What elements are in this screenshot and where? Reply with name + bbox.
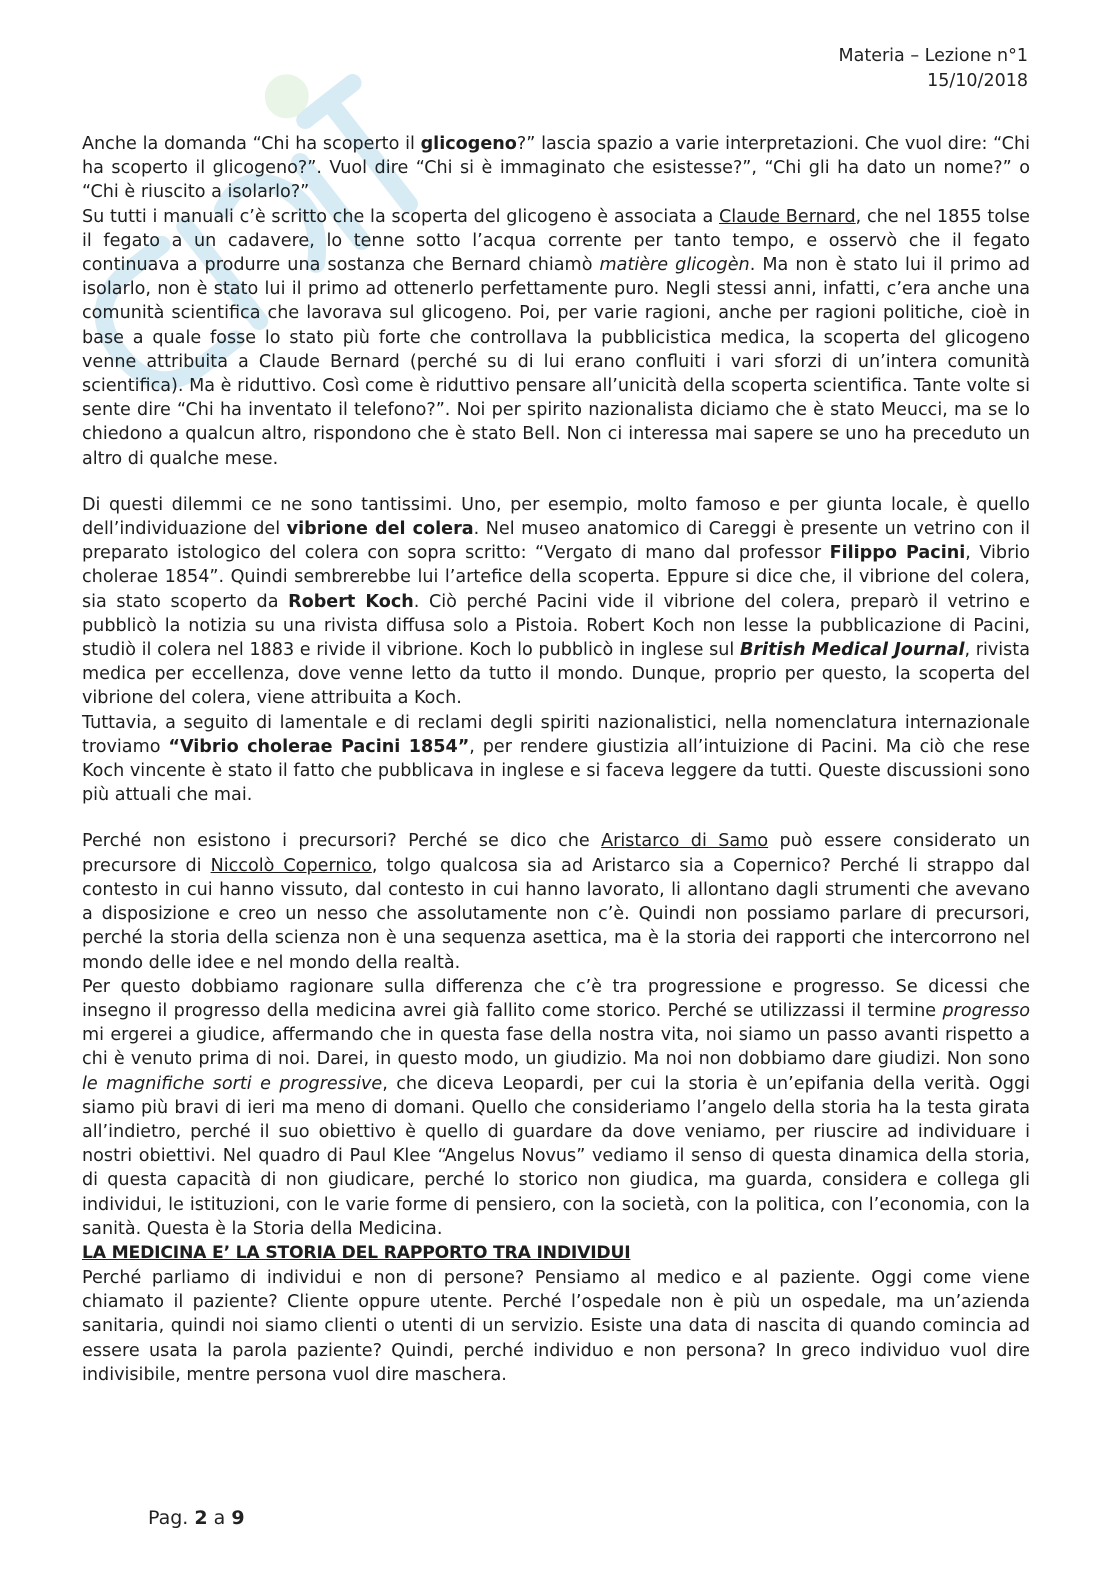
section-heading: LA MEDICINA E’ LA STORIA DEL RAPPORTO TRA INDIVIDUI — [82, 1242, 631, 1263]
header-subject: Materia – Lezione n°1 — [838, 46, 1028, 66]
paragraph-precursori: Perché non esistono i precursori? Perché se dico che Aristarco di Samo può essere considerato un precursore di Niccolò Copernico, tolgo qualcosa sia ad Aristarco sia a Copernico? Perché li strappo dal contesto in cui hanno vissuto, dal contesto in cui hanno lavorato, li allontano dagli strumenti che avevano a disposizione e creo un nesso che assolutamente non c’è. Quindi non possiamo parlare di precursori, perché la storia della scienza non è una sequenza asettica, ma è la storia dei rapporti che intercorrono nel mondo delle idee e nel mondo della realtà. — [82, 831, 1030, 973]
link-copernico: Niccolò Copernico — [210, 855, 372, 876]
paragraph-glicogeno-question: Anche la domanda “Chi ha scoperto il glicogeno?” lascia spazio a varie interpretazioni. Che vuol dire: “Chi ha scoperto il glicogeno?”. Vuol dire “Chi si è immaginato che esistesse?”, “Chi gli ha dato un nome?” o “Chi è riuscito a isolarlo?” — [82, 134, 1030, 203]
paragraph-individui: Perché parliamo di individui e non di persone? Pensiamo al medico e al paziente. Oggi come viene chiamato il paziente? Cliente oppure utente. Perché l’ospedale non è più un ospedale, ma un’azienda sanitaria, quindi noi siamo clienti o utenti di un servizio. Esiste una data di nascita di quando comincia ad essere usata la parola paziente? Quindi, perché individuo e non persona? In greco individuo vuol dire indivisibile, mentre persona vuol dire maschera. — [82, 1267, 1030, 1385]
link-aristarco: Aristarco di Samo — [601, 831, 769, 852]
document-body — [82, 132, 1030, 1387]
paragraph-progresso: Per questo dobbiamo ragionare sulla differenza che c’è tra progressione e progresso. Se dicessi che insegno il progresso della medicina avrei già fallito come storico. Perché se utilizzassi il termine progresso mi ergerei a giudice, affermando che in questa fase della nostra vita, noi siamo un passo avanti rispetto a chi è venuto prima di noi. Darei, in questo modo, un giudizio. Ma noi non dobbiamo dare giudizi. Non sono le magnifiche sorti e progressive, che diceva Leopardi, per cui la storia è un’epifania della verità. Oggi siamo più bravi di ieri ma meno di domani. Quello che consideriamo l’angelo della storia ha la testa girata all’indietro, perché il suo obiettivo è quello di guardare da dove veniamo, per riuscire ad individuare i nostri obiettivi. Nel quadro di Paul Klee “Angelus Novus” vediamo il senso di questa dinamica della storia, di questa capacità di non giudicare, perché lo storico non giudica, ma guarda, considera e collega gli individui, le istituzioni, con le varie forme di pensiero, con la società, con la politica, con l’economia, con la sanità. Questa è la Storia della Medicina. — [82, 976, 1030, 1239]
header-date: 15/10/2018 — [927, 71, 1028, 91]
page-header — [839, 44, 1028, 94]
current-page: 2 — [194, 1507, 208, 1529]
paragraph-vibrione: Di questi dilemmi ce ne sono tantissimi. Uno, per esempio, molto famoso e per giunta locale, è quello dell’individuazione del vibrione del colera. Nel museo anatomico di Careggi è presente un vetrino con il preparato istologico del colera con sopra scritto: “Vergato di mano dal professor Filippo Pacini, Vibrio cholerae 1854”. Quindi sembrerebbe lui l’artefice della scoperta. Eppure si dice che, il vibrione del colera, sia stato scoperto da Robert Koch. Ciò perché Pacini vide il vibrione del colera, preparò il vetrino e pubblicò la notizia su una rivista diffusa solo a Pistoia. Robert Koch non lesse la pubblicazione di Pacini, studiò il colera nel 1883 e rivide il vibrione. Koch lo pubblicò in inglese sul British Medical Journal, rivista medica per eccellenza, dove venne letto da tutto il mondo. Dunque, proprio per questo, la scoperta del vibrione del colera, viene attribuita a Koch. — [82, 494, 1030, 709]
link-claude-bernard: Claude Bernard — [718, 206, 856, 227]
paragraph-nomenclatura: Tuttavia, a seguito di lamentale e di reclami degli spiriti nazionalistici, nella nomenclatura internazionale troviamo “Vibrio cholerae Pacini 1854”, per rendere giustizia all’intuizione di Pacini. Ma ciò che rese Koch vincente è stato il fatto che pubblicava in inglese e si faceva leggere da tutti. Queste discussioni sono più attuali che mai. — [82, 712, 1030, 806]
total-pages: 9 — [231, 1507, 245, 1529]
page-number: Pag. 2 a 9 — [148, 1507, 245, 1529]
paragraph-claude-bernard: Su tutti i manuali c’è scritto che la scoperta del glicogeno è associata a Claude Bernard, che nel 1855 tolse il fegato a un cadavere, lo tenne sotto l’acqua corrente per tanto tempo, e osservò che il fegato continuava a produrre una sostanza che Bernard chiamò matière glicogèn. Ma non è stato lui il primo ad isolarlo, non è stato lui il primo ad ottenerlo perfettamente puro. Negli stessi anni, infatti, c’era anche una comunità scientifica che lavorava sul glicogeno. Poi, per varie ragioni, anche per ragioni politiche, cioè in base a quale fosse lo stato più forte che controllava la pubblicistica medica, la scoperta del glicogeno venne attribuita a Claude Bernard (perché su di lui erano confluiti i vari sforzi di un’intera comunità scientifica). Ma è riduttivo. Così come è riduttivo pensare all’unicità della scoperta scientifica. Tante volte si sente dire “Chi ha inventato il telefono?”. Noi per spirito nazionalista diciamo che è stato Meucci, ma se lo chiedono a qualcun altro, rispondono che è stato Bell. Non ci interessa mai sapere se uno ha preceduto un altro di qualche mese. — [82, 206, 1030, 469]
